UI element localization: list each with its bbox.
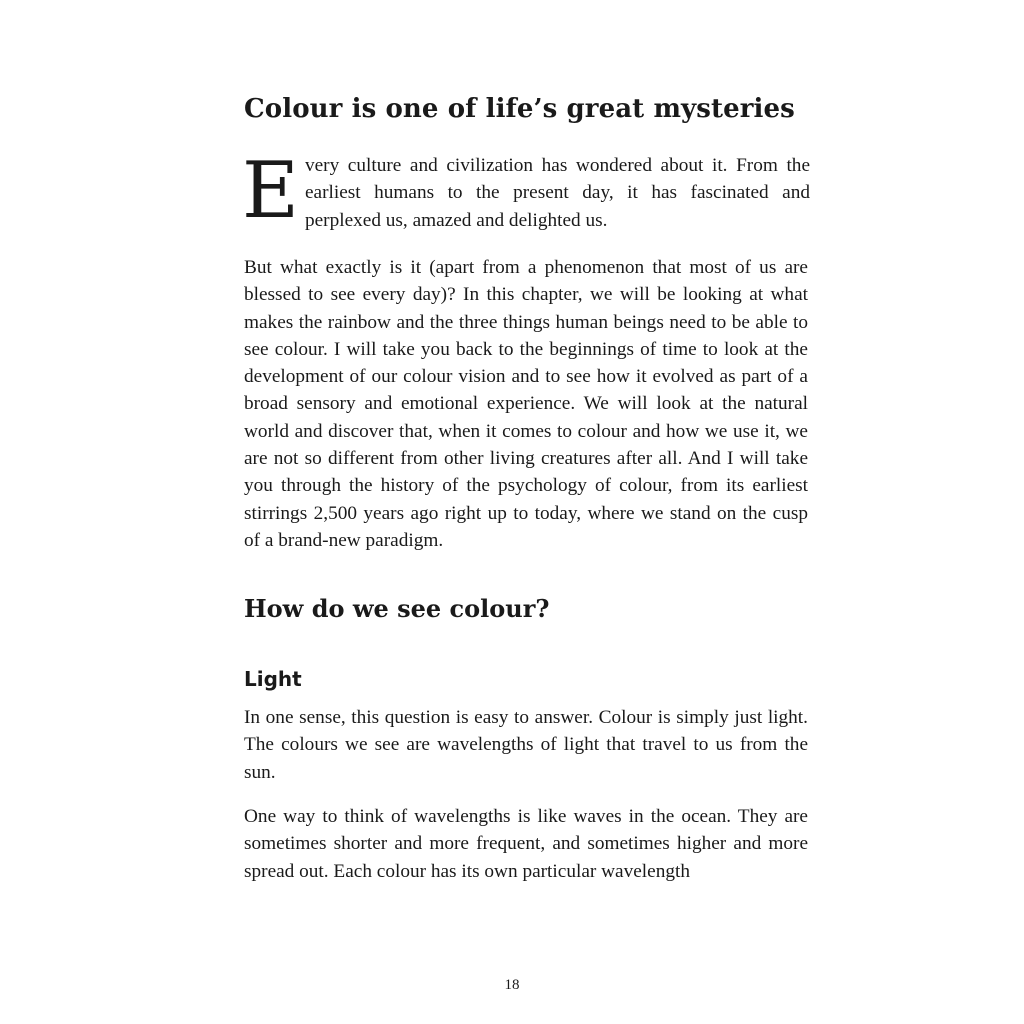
section-heading: How do we see colour? bbox=[244, 594, 550, 623]
page-number: 18 bbox=[504, 977, 520, 993]
body-paragraph: But what exactly is it (apart from a phenomenon that most of us are blessed to see every day)? In this chapter, we will be looking at what makes the rainbow and the three things human beings need to be able to see colour. I will take you back to the beginnings of time to look at the development of our colour vision and to see how it evolved as part of a broad sensory and emotional experience. We will look at the natural world and discover that, when it comes to colour and how we use it, we are not so different from other living creatures after all. And I will take you through the history of the psychology of colour, from its earliest stirrings 2,500 years ago right up to today, where we stand on the cusp of a brand-new paradigm. bbox=[244, 257, 808, 551]
intro-paragraph bbox=[242, 146, 810, 236]
drop-cap-letter: E bbox=[242, 146, 299, 236]
chapter-section-heading: Colour is one of life’s great mysteries bbox=[244, 94, 795, 124]
body-paragraph: One way to think of wavelengths is like waves in the ocean. They are sometimes shorter and more frequent, and sometimes higher and more spread out. Each colour has its own particular wavelength bbox=[244, 806, 808, 882]
body-paragraph: In one sense, this question is easy to answer. Colour is simply just light. The colours we see are wavelengths of light that travel to us from the sun. bbox=[244, 707, 808, 783]
intro-paragraph-text: very culture and civilization has wondered about it. From the earliest humans to the present day, it has fascinated and perplexed us, amazed and delighted us. bbox=[304, 155, 810, 231]
subsection-heading: Light bbox=[244, 667, 302, 691]
